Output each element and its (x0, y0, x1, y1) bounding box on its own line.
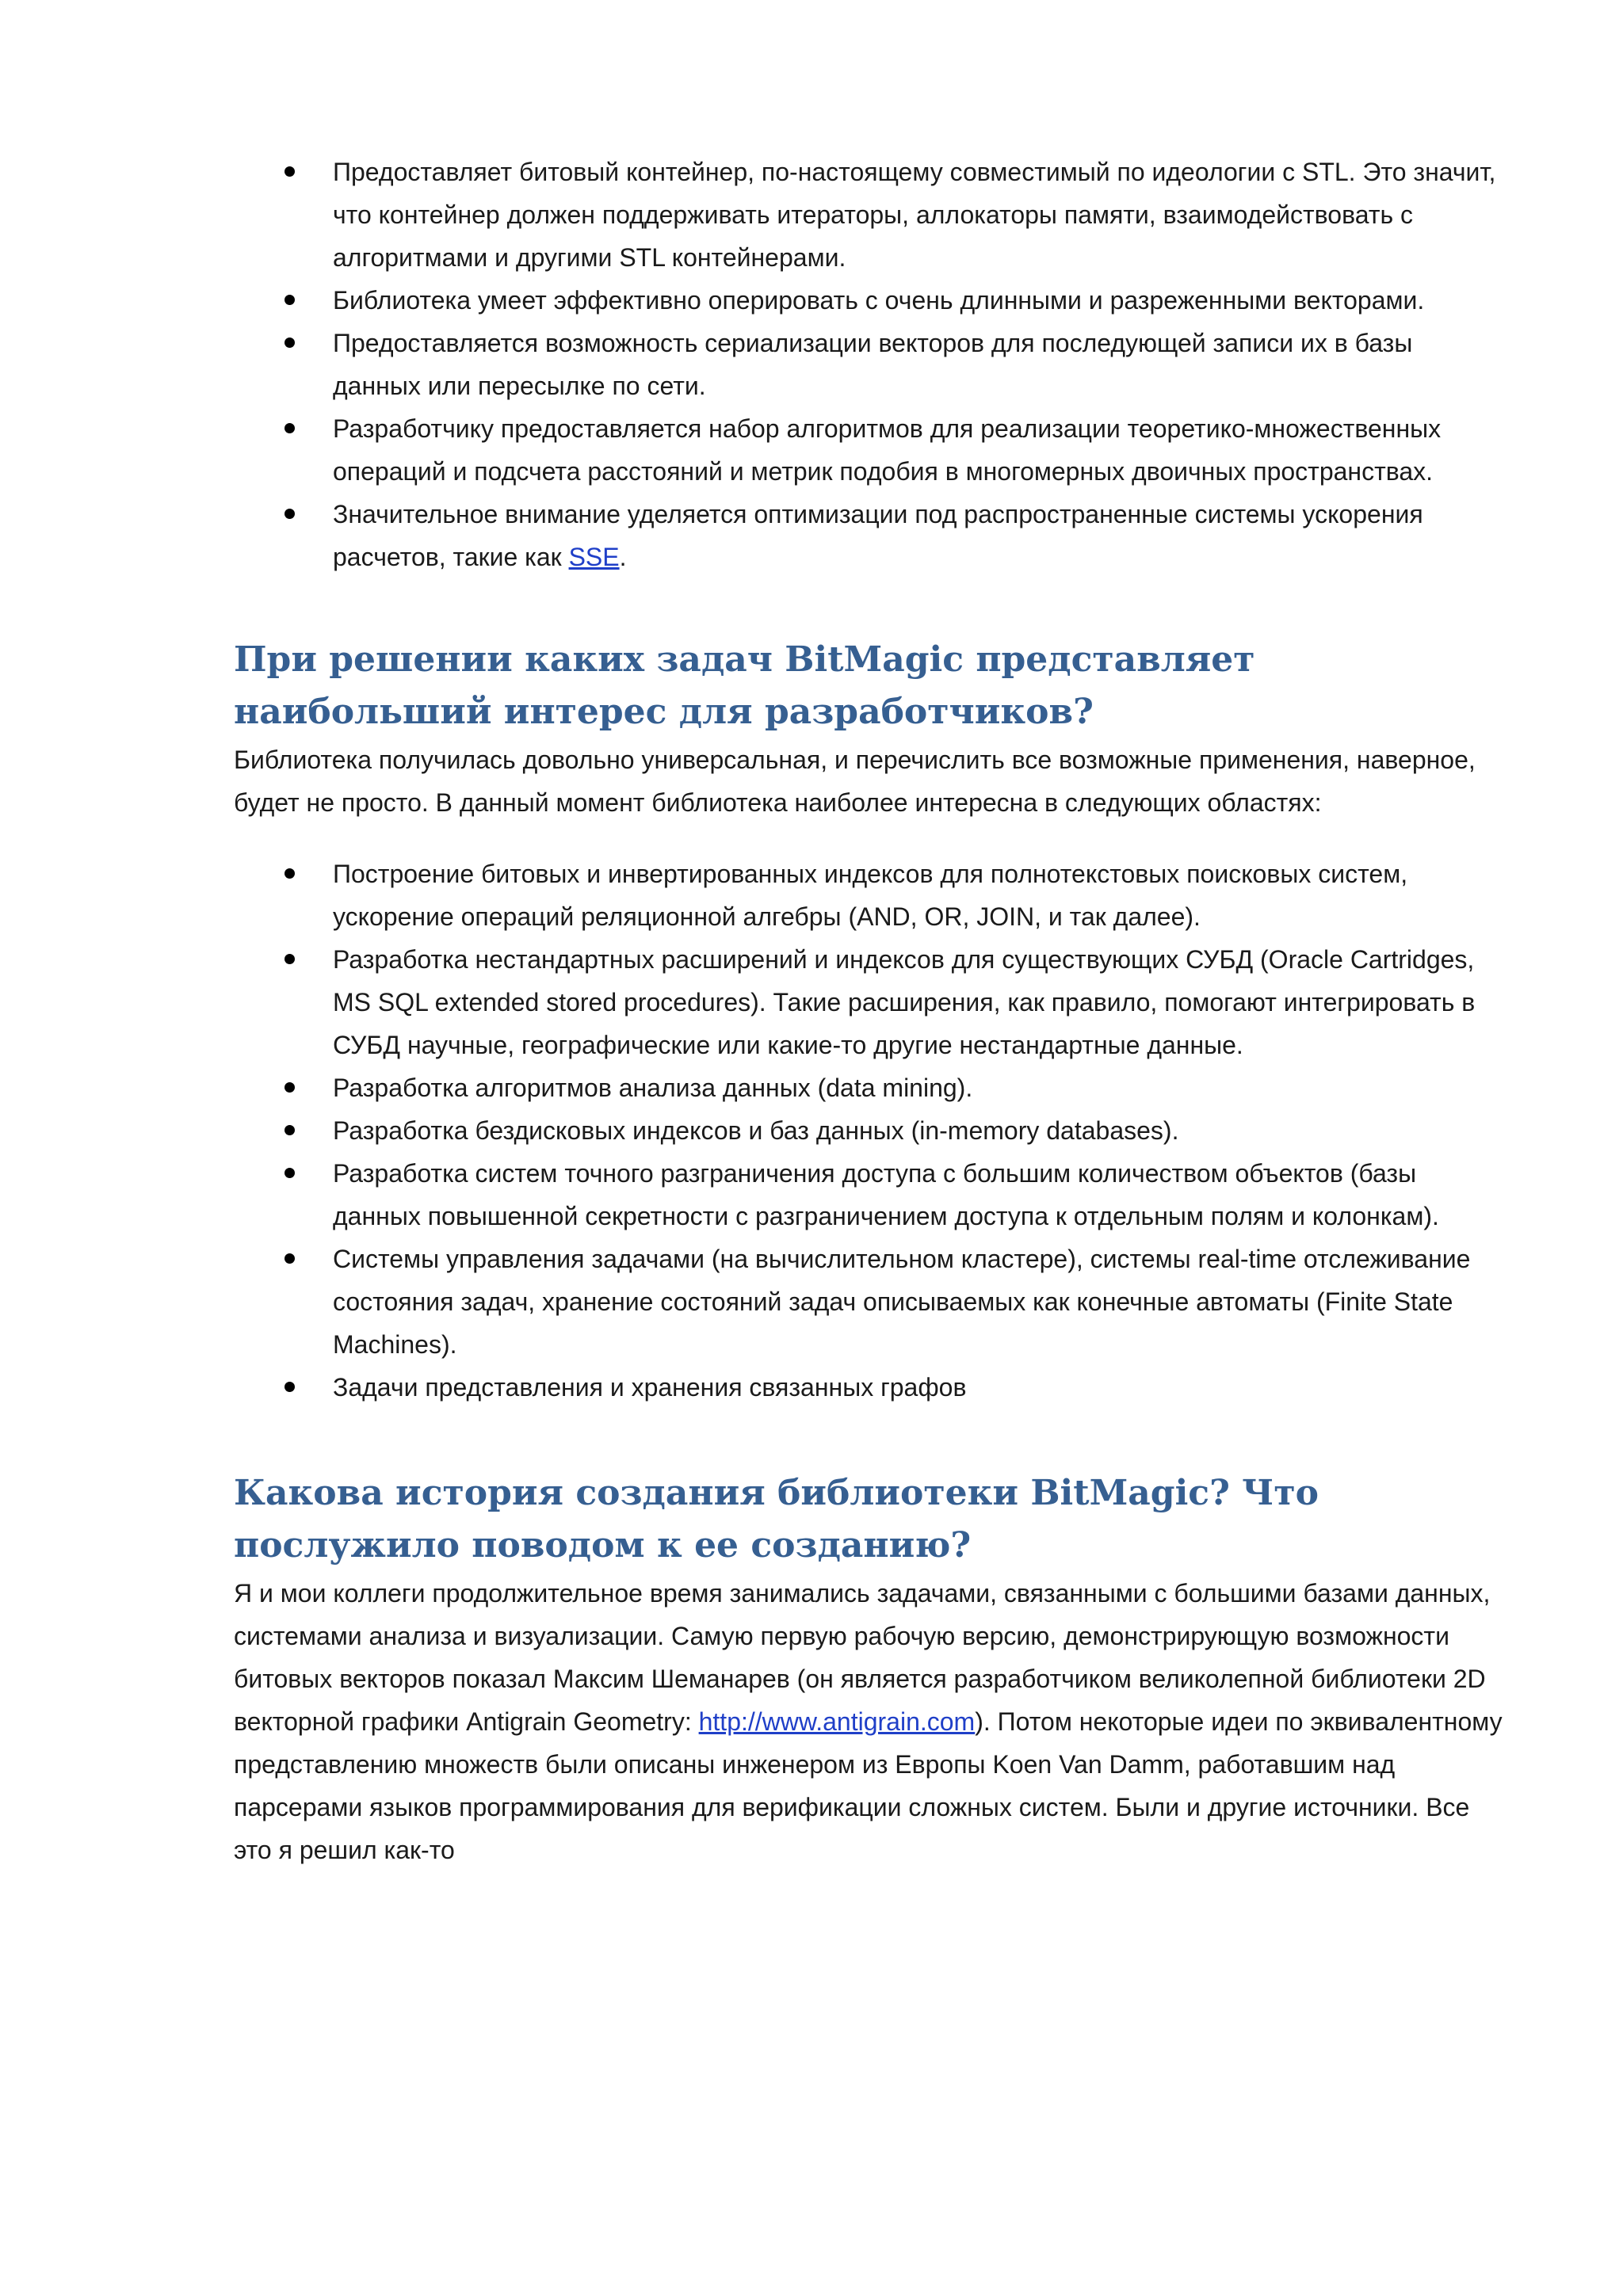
list-item-text: Разработка систем точного разграничения доступа с большим количеством объектов (базы данных повышенной секретности с разграничением доступа к отдельным полям и колонкам). (333, 1159, 1439, 1230)
list-item (234, 322, 1504, 407)
list-item-text: Задачи представления и хранения связанных графов (333, 1373, 967, 1402)
list-item-text: Значительное внимание уделяется оптимизации под распространенные системы ускорения расчетов, такие как (333, 500, 1423, 571)
list-item (234, 1238, 1504, 1366)
list-item (234, 852, 1504, 938)
list-item (234, 407, 1504, 493)
antigrain-link[interactable]: http://www.antigrain.com (698, 1707, 976, 1736)
history-text-end: ). Потом некоторые идеи по эквивалентному представлению множеств были описаны инженером из Европы Koen Van Damm, работавшим над парсерами языков программирования для верификации сложных систем. Были и другие источники. Все это я решил как-то (234, 1707, 1503, 1864)
list-item-text: Разработка алгоритмов анализа данных (data mining). (333, 1074, 973, 1102)
list-item-text: Разработка нестандартных расширений и индексов для существующих СУБД (Oracle Cartridges, MS SQL extended stored procedures). Такие расширения, как правило, помогают интегрировать в СУБД научные, географические или какие-то другие нестандартные данные. (333, 945, 1476, 1059)
section-heading-history: Какова история создания библиотеки BitMagic? Что послужило поводом к ее созданию? (234, 1473, 1319, 1566)
list-item-text: Построение битовых и инвертированных индексов для полнотекстовых поисковых систем, ускорение операций реляционной алгебры (AND, OR, JOIN, и так далее). (333, 860, 1408, 931)
list-item (234, 279, 1504, 322)
sse-link[interactable]: SSE (568, 543, 620, 571)
list-item-text: Предоставляется возможность сериализации векторов для последующей записи их в базы данных или пересылке по сети. (333, 329, 1413, 400)
list-item (234, 1066, 1504, 1109)
list-item (234, 1152, 1504, 1238)
history-text-start: Я и мои коллеги продолжительное время занимались задачами, связанными с большими базами данных, системами анализа и визуализации. Самую первую рабочую версию, демонстрирующую возможности битовых векторов показал Максим Шеманарев (он является разработчиком великолепной библиотеки 2D векторной графики Antigrain Geometry: (234, 1579, 1491, 1736)
list-item (234, 1109, 1504, 1152)
list-item-text: Системы управления задачами (на вычислительном кластере), системы real-time отслеживание состояния задач, хранение состояний задач описываемых как конечные автоматы (Finite State Machines). (333, 1245, 1471, 1359)
history-paragraph (234, 1572, 1504, 1871)
list-item-text: Предоставляет битовый контейнер, по-настоящему совместимый по идеологии с STL. Это значит, что контейнер должен поддерживать итераторы, аллокаторы памяти, взаимодействовать с алгоритмами и другими STL контейнерами. (333, 158, 1496, 272)
feature-list (234, 151, 1504, 578)
list-item-text: Разработчику предоставляется набор алгоритмов для реализации теоретико-множественных операций и подсчета расстояний и метрик подобия в многомерных двоичных пространствах. (333, 414, 1442, 486)
list-item (234, 493, 1504, 578)
list-item (234, 151, 1504, 279)
use-cases-list (234, 852, 1504, 1409)
use-cases-paragraph: Библиотека получилась довольно универсальная, и перечислить все возможные применения, наверное, будет не просто. В данный момент библиотека наиболее интересна в следующих областях: (234, 746, 1476, 817)
section-heading-use-cases: При решении каких задач BitMagic представляет наибольший интерес для разработчиков? (234, 639, 1255, 732)
list-item-text: Разработка бездисковых индексов и баз данных (in-memory databases). (333, 1116, 1179, 1145)
list-item-end: . (619, 543, 627, 571)
list-item-text: Библиотека умеет эффективно оперировать с очень длинными и разреженными векторами. (333, 286, 1425, 315)
list-item (234, 1366, 1504, 1409)
list-item (234, 938, 1504, 1066)
